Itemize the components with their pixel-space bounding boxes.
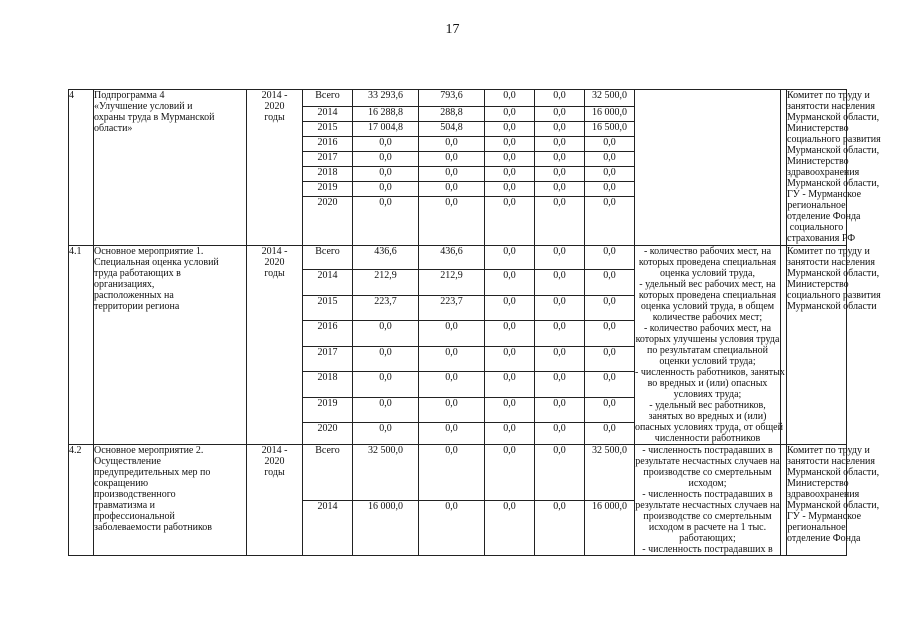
measure-name-line: Подпрограмма 4 — [94, 90, 165, 101]
funding-v1: 0,0 — [419, 372, 485, 398]
funding-v4: 16 000,0 — [585, 107, 635, 122]
year-label: 2017 — [303, 346, 353, 372]
funding-total: 33 293,6 — [353, 90, 419, 107]
measure-name-line: производственного — [94, 489, 176, 500]
funding-v4: 0,0 — [585, 152, 635, 167]
executor — [787, 246, 881, 445]
executor-line: социального развития — [787, 290, 881, 301]
executor-line: Министерство — [787, 478, 849, 489]
year-label: 2018 — [303, 372, 353, 398]
program-table — [68, 89, 881, 556]
indicator-line: - удельный вес работников, — [649, 400, 766, 411]
year-label: 2016 — [303, 137, 353, 152]
funding-v2: 0,0 — [485, 423, 535, 445]
year-label: 2019 — [303, 182, 353, 197]
funding-v2: 0,0 — [485, 90, 535, 107]
year-label: 2015 — [303, 122, 353, 137]
year-label: 2018 — [303, 167, 353, 182]
indicator-line: условиях труда; — [673, 389, 742, 400]
executor-line: ГУ - Мурманское — [787, 511, 862, 522]
executor-line: отделение Фонда — [787, 211, 861, 222]
executor-line: занятости населения — [787, 257, 876, 268]
executor-line: Министерство — [787, 156, 849, 167]
funding-v2: 0,0 — [485, 152, 535, 167]
executor-line: занятости населения — [787, 101, 876, 112]
page-number: 17 — [445, 22, 460, 37]
funding-v3: 0,0 — [535, 107, 585, 122]
funding-total: 0,0 — [353, 423, 419, 445]
funding-v1: 0,0 — [419, 346, 485, 372]
indicator-line: оценка условий труда, — [660, 268, 755, 279]
funding-v4: 0,0 — [585, 321, 635, 347]
implementation-period — [247, 90, 303, 246]
row-number: 4.2 — [69, 445, 94, 556]
indicator-line: занятых во вредных и (или) — [648, 411, 767, 422]
indicator-line: - численность пострадавших в — [642, 445, 773, 456]
funding-v3: 0,0 — [535, 167, 585, 182]
measure-name — [94, 246, 247, 445]
funding-v2: 0,0 — [485, 346, 535, 372]
funding-v4: 0,0 — [585, 423, 635, 445]
funding-v1: 0,0 — [419, 445, 485, 501]
funding-v4: 0,0 — [585, 270, 635, 296]
funding-v3: 0,0 — [535, 423, 585, 445]
indicator-line: - количество рабочих мест, на — [643, 323, 772, 334]
funding-v2: 0,0 — [485, 197, 535, 246]
executor-line: Мурманской области, — [787, 467, 880, 478]
year-label: 2020 — [303, 423, 353, 445]
funding-v3: 0,0 — [535, 372, 585, 398]
year-label: Всего — [303, 445, 353, 501]
year-label: 2015 — [303, 295, 353, 321]
funding-total: 0,0 — [353, 152, 419, 167]
period-line: 2014 - — [261, 445, 288, 456]
funding-v2: 0,0 — [485, 372, 535, 398]
funding-total: 0,0 — [353, 137, 419, 152]
indicator-line: которых проведена специальная — [638, 290, 777, 301]
indicator-line: которых улучшены условия труда — [635, 334, 780, 345]
indicators — [635, 246, 785, 445]
measure-name-line: профессиональной — [94, 511, 175, 522]
funding-v1: 0,0 — [419, 321, 485, 347]
period-line: годы — [264, 112, 285, 123]
indicator-line: по результатам специальной — [646, 345, 769, 356]
indicator-line: во вредных и (или) опасных — [647, 378, 768, 389]
indicator-line: производстве со смертельным — [643, 467, 772, 478]
funding-v4: 0,0 — [585, 137, 635, 152]
funding-total: 0,0 — [353, 372, 419, 398]
funding-v2: 0,0 — [485, 295, 535, 321]
indicator-line: производстве со смертельным — [643, 511, 772, 522]
funding-v2: 0,0 — [485, 246, 535, 270]
executor-line: Комитет по труду и — [787, 246, 870, 257]
funding-v4: 0,0 — [585, 295, 635, 321]
executor-line: здравоохранения — [787, 167, 860, 178]
measure-name-line: травматизма и — [94, 500, 156, 511]
year-label: 2019 — [303, 397, 353, 423]
funding-v3: 0,0 — [535, 295, 585, 321]
executor-line: ГУ - Мурманское — [787, 189, 862, 200]
executor-line: занятости населения — [787, 456, 876, 467]
measure-name-line: сокращению — [94, 478, 149, 489]
funding-v2: 0,0 — [485, 397, 535, 423]
funding-v1: 212,9 — [419, 270, 485, 296]
measure-name-line: Специальная оценка условий — [94, 257, 219, 268]
executor-line: социального — [789, 222, 844, 233]
funding-v3: 0,0 — [535, 346, 585, 372]
executor — [787, 445, 880, 556]
funding-v3: 0,0 — [535, 246, 585, 270]
period-line: 2020 — [264, 257, 285, 268]
funding-v1: 0,0 — [419, 197, 485, 246]
period-line: 2014 - — [261, 246, 288, 257]
funding-v4: 0,0 — [585, 182, 635, 197]
measure-name-line: Осуществление — [94, 456, 161, 467]
funding-v4: 0,0 — [585, 197, 635, 246]
indicator-line: результате несчастных случаев на — [635, 500, 780, 511]
funding-v2: 0,0 — [485, 321, 535, 347]
year-label: Всего — [303, 90, 353, 107]
funding-v3: 0,0 — [535, 137, 585, 152]
year-label: 2014 — [303, 501, 353, 556]
period-line: 2020 — [264, 101, 285, 112]
funding-total: 0,0 — [353, 346, 419, 372]
indicators — [635, 90, 781, 246]
funding-total: 223,7 — [353, 295, 419, 321]
funding-total: 436,6 — [353, 246, 419, 270]
indicator-line: исходом; — [688, 478, 727, 489]
measure-name-line: охраны труда в Мурманской — [94, 112, 215, 123]
row-number: 4.1 — [69, 246, 94, 445]
measure-name-line: организациях, — [94, 279, 155, 290]
indicator-line: опасных условиях труда, от общей — [635, 422, 783, 433]
year-label: 2014 — [303, 107, 353, 122]
executor-line: Комитет по труду и — [787, 445, 870, 456]
measure-name-line: заболеваемости работников — [94, 522, 213, 533]
funding-v1: 436,6 — [419, 246, 485, 270]
funding-v2: 0,0 — [485, 122, 535, 137]
funding-total: 0,0 — [353, 321, 419, 347]
funding-v3: 0,0 — [535, 122, 585, 137]
funding-v3: 0,0 — [535, 501, 585, 556]
executor-line: социального развития — [787, 134, 881, 145]
executor-line: Мурманской области — [787, 301, 877, 312]
period-line: годы — [264, 268, 285, 279]
year-label: 2014 — [303, 270, 353, 296]
indicator-line: - количество рабочих мест, на — [643, 246, 772, 257]
funding-total: 0,0 — [353, 167, 419, 182]
executor-line: Министерство — [787, 123, 849, 134]
table-row — [69, 90, 847, 107]
funding-v3: 0,0 — [535, 197, 585, 246]
executor-line: региональное — [787, 200, 846, 211]
executor-line: Мурманской области, — [787, 500, 880, 511]
period-line: годы — [264, 467, 285, 478]
funding-total: 17 004,8 — [353, 122, 419, 137]
measure-name — [94, 90, 247, 246]
measure-name — [94, 445, 247, 556]
measure-name-line: Основное мероприятие 2. — [94, 445, 204, 456]
indicators — [635, 445, 781, 556]
indicator-line: - численность пострадавших в — [642, 489, 773, 500]
funding-v3: 0,0 — [535, 445, 585, 501]
indicator-line: - удельный вес рабочих мест, на — [639, 279, 776, 290]
year-label: 2016 — [303, 321, 353, 347]
indicator-line: численности работников — [654, 433, 761, 444]
measure-name-line: области» — [94, 123, 133, 134]
executor-line: страхования РФ — [787, 233, 856, 244]
implementation-period — [247, 246, 303, 445]
funding-v2: 0,0 — [485, 167, 535, 182]
funding-v4: 0,0 — [585, 372, 635, 398]
funding-v3: 0,0 — [535, 270, 585, 296]
funding-v1: 0,0 — [419, 397, 485, 423]
indicator-line: которых проведена специальная — [638, 257, 777, 268]
funding-total: 32 500,0 — [353, 445, 419, 501]
funding-v1: 288,8 — [419, 107, 485, 122]
implementation-period — [247, 445, 303, 556]
executor-line: здравоохранения — [787, 489, 860, 500]
executor-line: отделение Фонда — [787, 533, 861, 544]
indicator-line: количестве рабочих мест; — [652, 312, 763, 323]
year-label: 2020 — [303, 197, 353, 246]
executor — [787, 90, 881, 246]
executor-line: Мурманской области, — [787, 145, 880, 156]
funding-v4: 0,0 — [585, 397, 635, 423]
funding-v4: 0,0 — [585, 246, 635, 270]
measure-name-line: труда работающих в — [94, 268, 181, 279]
funding-v2: 0,0 — [485, 182, 535, 197]
indicator-line: работающих; — [679, 533, 736, 544]
measure-name-line: предупредительных мер по — [94, 467, 211, 478]
indicator-line: оценка условий труда, в общем — [640, 301, 775, 312]
executor-line: Комитет по труду и — [787, 90, 870, 101]
measure-name-line: расположенных на — [94, 290, 174, 301]
funding-v3: 0,0 — [535, 397, 585, 423]
indicator-line: - численность работников, занятых — [635, 367, 785, 378]
funding-v2: 0,0 — [485, 270, 535, 296]
measure-name-line: «Улучшение условий и — [94, 101, 193, 112]
funding-v3: 0,0 — [535, 321, 585, 347]
row-number: 4 — [69, 90, 94, 246]
funding-total: 0,0 — [353, 182, 419, 197]
funding-total: 16 288,8 — [353, 107, 419, 122]
funding-total: 212,9 — [353, 270, 419, 296]
executor-line: Мурманской области, — [787, 268, 880, 279]
executor-line: Мурманской области, — [787, 112, 880, 123]
funding-v4: 0,0 — [585, 346, 635, 372]
table-row — [69, 246, 847, 270]
executor-line: региональное — [787, 522, 846, 533]
funding-v3: 0,0 — [535, 90, 585, 107]
indicator-line: оценки условий труда; — [659, 356, 756, 367]
funding-v1: 0,0 — [419, 152, 485, 167]
period-line: 2020 — [264, 456, 285, 467]
measure-name-line: территории региона — [94, 301, 180, 312]
indicator-line: исходом в расчете на 1 тыс. — [648, 522, 767, 533]
funding-v3: 0,0 — [535, 182, 585, 197]
funding-v2: 0,0 — [485, 445, 535, 501]
funding-v1: 0,0 — [419, 137, 485, 152]
measure-name-line: Основное мероприятие 1. — [94, 246, 204, 257]
funding-v1: 0,0 — [419, 182, 485, 197]
funding-v1: 0,0 — [419, 501, 485, 556]
funding-v1: 793,6 — [419, 90, 485, 107]
funding-v1: 223,7 — [419, 295, 485, 321]
funding-v4: 16 500,0 — [585, 122, 635, 137]
funding-v2: 0,0 — [485, 137, 535, 152]
year-label: 2017 — [303, 152, 353, 167]
funding-total: 0,0 — [353, 397, 419, 423]
executor-line: Министерство — [787, 279, 849, 290]
executor-line: Мурманской области, — [787, 178, 880, 189]
funding-total: 16 000,0 — [353, 501, 419, 556]
funding-v4: 16 000,0 — [585, 501, 635, 556]
funding-v4: 32 500,0 — [585, 90, 635, 107]
indicator-line: результате несчастных случаев на — [635, 456, 780, 467]
indicator-line: - численность пострадавших в — [642, 544, 773, 555]
funding-v1: 0,0 — [419, 167, 485, 182]
funding-v4: 32 500,0 — [585, 445, 635, 501]
funding-v2: 0,0 — [485, 107, 535, 122]
funding-v1: 0,0 — [419, 423, 485, 445]
funding-v1: 504,8 — [419, 122, 485, 137]
funding-total: 0,0 — [353, 197, 419, 246]
period-line: 2014 - — [261, 90, 288, 101]
year-label: Всего — [303, 246, 353, 270]
funding-v4: 0,0 — [585, 167, 635, 182]
table-row — [69, 445, 847, 501]
funding-v3: 0,0 — [535, 152, 585, 167]
funding-v2: 0,0 — [485, 501, 535, 556]
